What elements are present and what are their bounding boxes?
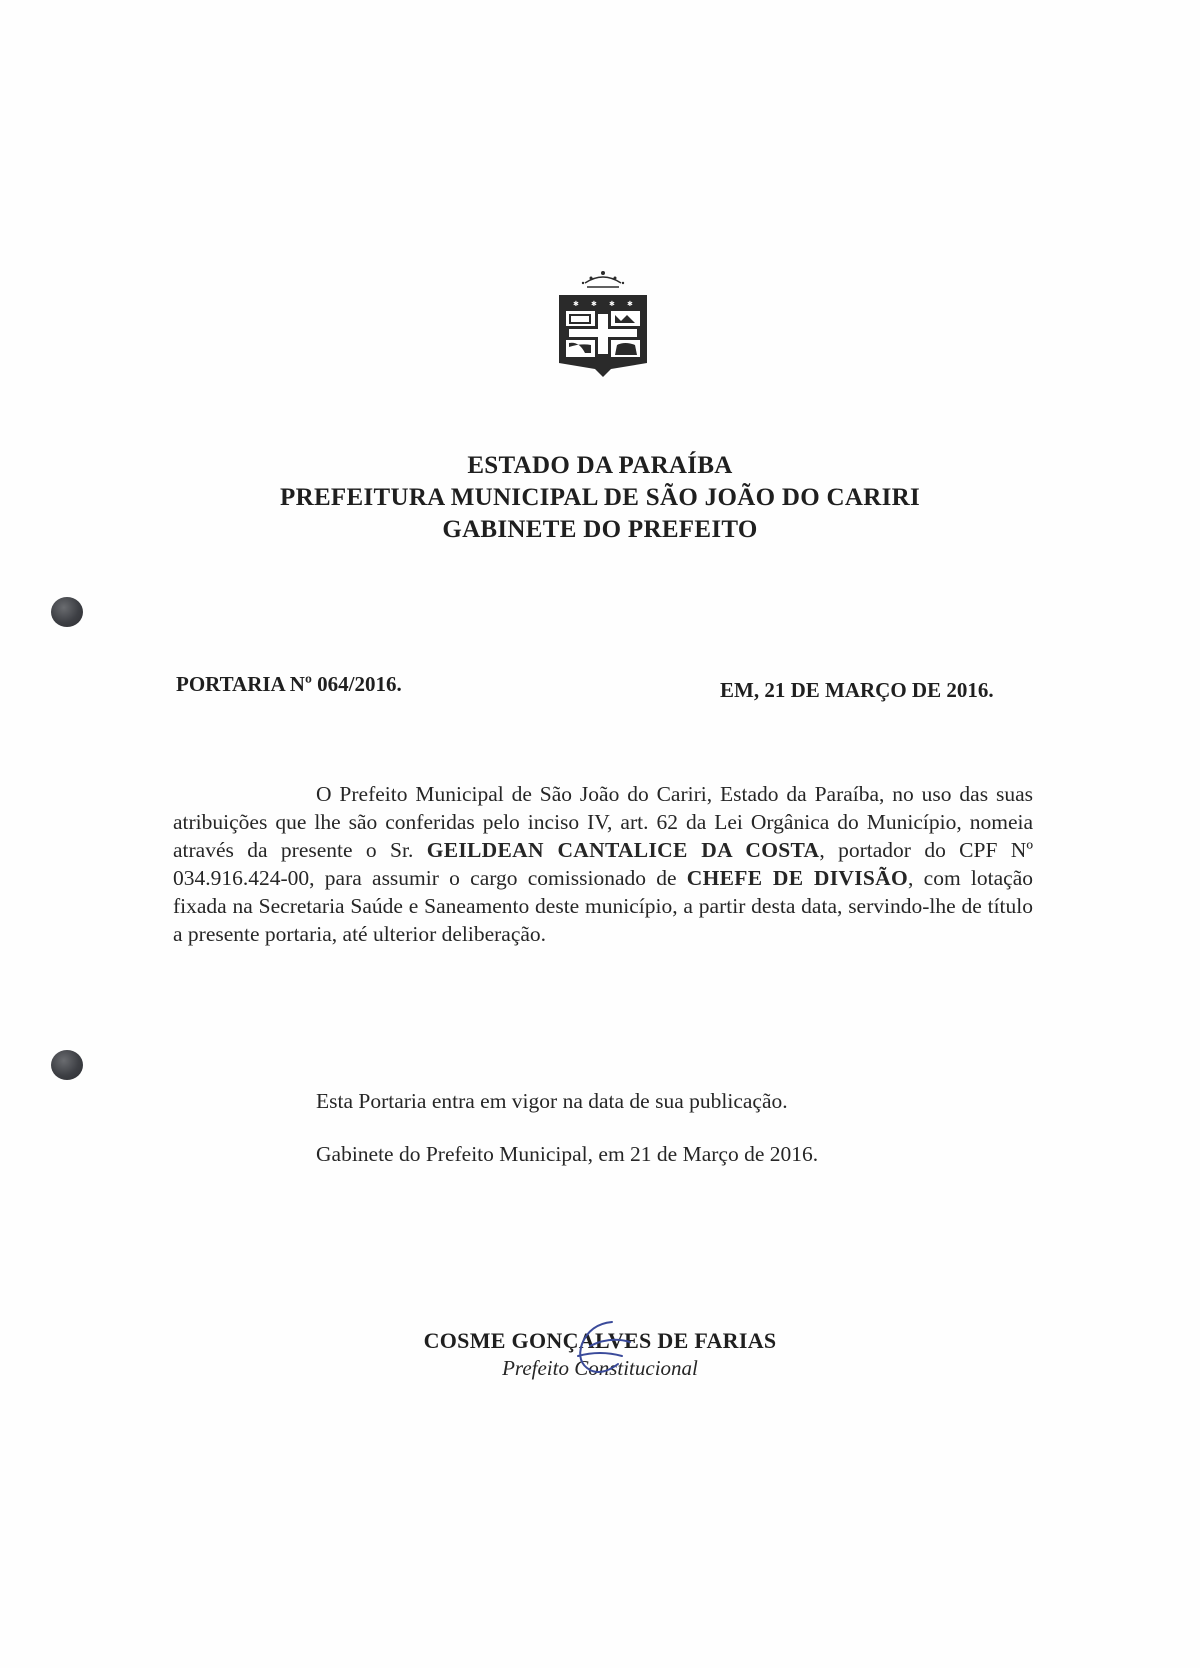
appointed-position: CHEFE DE DIVISÃO: [686, 866, 909, 890]
svg-text:✱: ✱: [609, 300, 615, 308]
paragraph-text-part2: , portador do CPF Nº 034.916.424-00, para assumir o cargo comissionado de: [173, 838, 1034, 890]
svg-text:✱: ✱: [573, 300, 579, 308]
coat-of-arms-icon: [555, 265, 651, 385]
handwritten-signature-icon: [560, 1316, 650, 1386]
paragraph-text-part1: O Prefeito Municipal de São João do Cariri, Estado da Paraíba, no uso das suas atribuições que lhe são conferidas pelo inciso IV, art. 62 da Lei Orgânica do Município, nomeia através da presente o Sr.: [173, 782, 1033, 862]
appointment-paragraph: [173, 780, 1033, 948]
letterhead-office: GABINETE DO PREFEITO: [442, 516, 758, 543]
closing-place-date: Gabinete do Prefeito Municipal, em 21 de Março de 2016.: [316, 1142, 819, 1166]
letterhead-state: ESTADO DA PARAÍBA: [467, 452, 733, 479]
punch-hole-top: [51, 597, 83, 627]
portaria-date: EM, 21 DE MARÇO DE 2016.: [720, 678, 994, 702]
letterhead: [0, 450, 1200, 546]
punch-hole-bottom: [51, 1050, 83, 1080]
letterhead-municipality: PREFEITURA MUNICIPAL DE SÃO JOÃO DO CARIRI: [280, 484, 920, 511]
paragraph-text-part3: , com lotação fixada na Secretaria Saúde e Saneamento deste município, a partir desta data, servindo-lhe de título a presente portaria, até ulterior deliberação.: [173, 866, 1033, 946]
signer-title: Prefeito Constitucional: [502, 1356, 698, 1380]
portaria-number: PORTARIA Nº 064/2016.: [176, 672, 402, 696]
appointee-name: GEILDEAN CANTALICE DA COSTA: [426, 838, 820, 862]
svg-text:✱: ✱: [627, 300, 633, 308]
svg-text:✱: ✱: [591, 300, 597, 308]
signer-name: COSME GONÇALVES DE FARIAS: [423, 1328, 777, 1353]
effective-date-clause: Esta Portaria entra em vigor na data de sua publicação.: [316, 1089, 788, 1113]
